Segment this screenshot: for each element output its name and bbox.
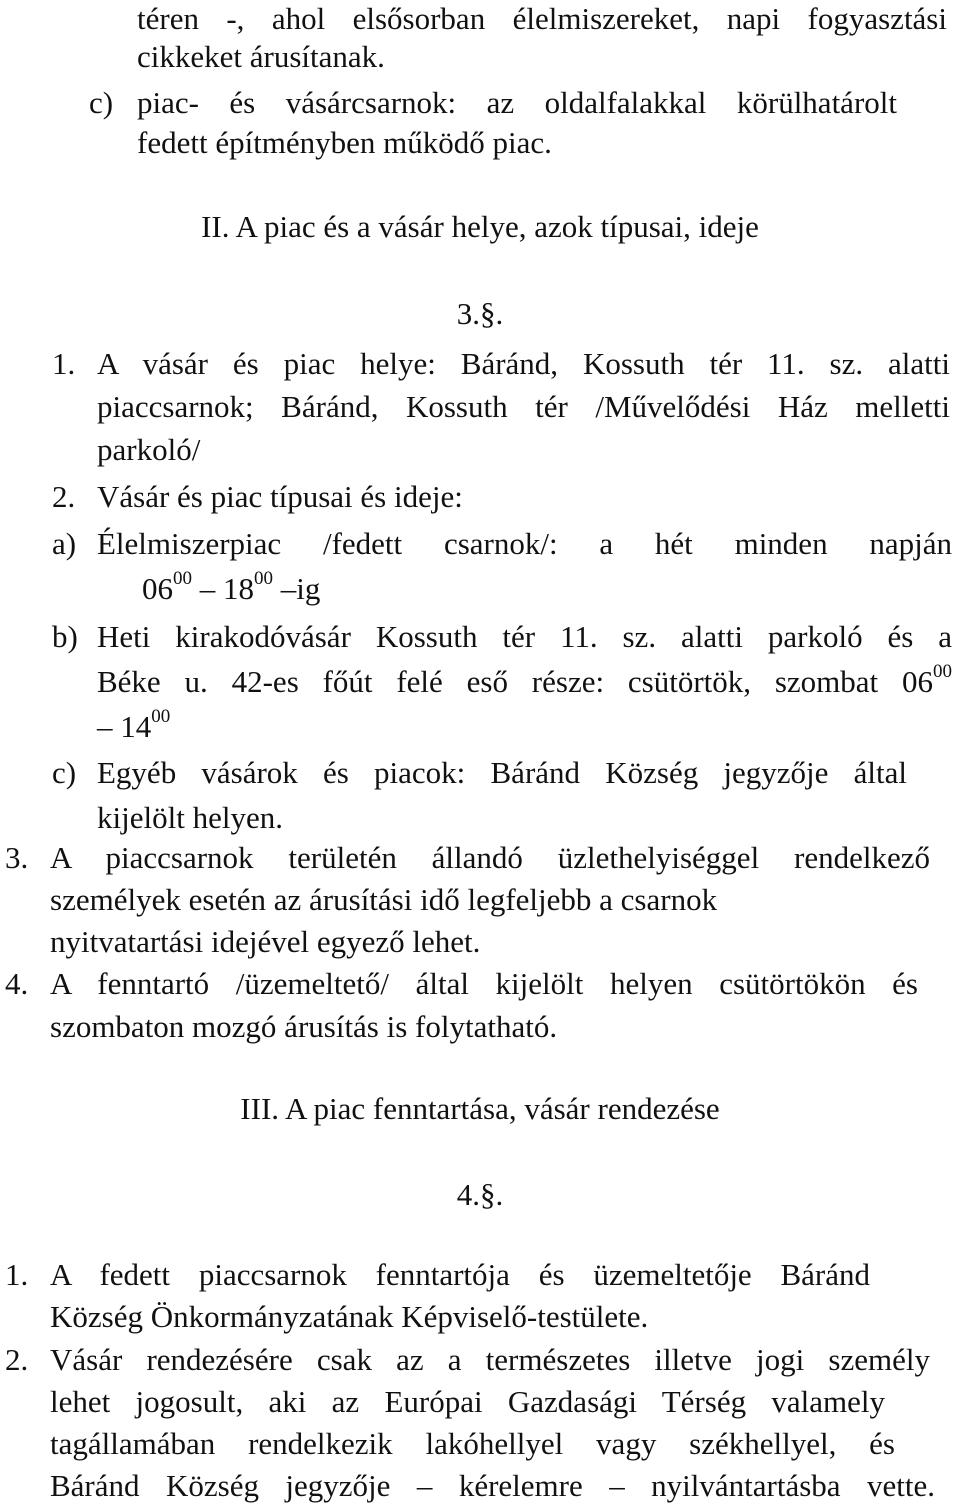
s2-item-3-line-1: A piaccsarnok területén állandó üzlethelyiséggel rendelkező (50, 840, 930, 875)
intro-line-2: cikkeket árusítanak. (137, 39, 385, 74)
s2-item-1-num: 1. (52, 346, 76, 381)
s2-item-2-num: 2. (52, 479, 76, 514)
a-time-dash: – (199, 571, 216, 606)
a-time-end: 18 (223, 571, 254, 606)
s2-item-4-num: 4. (5, 966, 29, 1001)
s2-item-2-b-line-3 (97, 705, 170, 748)
s2-item-3-line-3: nyitvatartási idejével egyező lehet. (50, 924, 481, 959)
b-line-3-sup: 00 (151, 705, 171, 727)
intro-c-line-1: piac- és vásárcsarnok: az oldalfalakkal körülhatárolt (137, 85, 897, 120)
s2-item-2-b-line-1: Heti kirakodóvásár Kossuth tér 11. sz. alatti parkoló és a (97, 619, 952, 654)
s2-item-2-b-line-2 (97, 660, 952, 703)
section-2-paragraph-mark: 3.§. (456, 296, 504, 331)
s2-item-2-line-1: Vásár és piac típusai és ideje: (97, 479, 463, 514)
s3-item-2-line-4: Báránd Község jegyzője – kérelemre – nyilvántartásba vette. (50, 1468, 935, 1503)
s2-item-1-line-3: parkoló/ (97, 432, 201, 467)
b-line-2-sup: 00 (933, 660, 952, 682)
a-time-start-sup: 00 (173, 567, 192, 589)
s2-item-2-c-line-2: kijelölt helyen. (97, 800, 283, 835)
s2-item-2-a-line-1: Élelmiszerpiac /fedett csarnok/: a hét minden napján (97, 526, 952, 561)
b-line-2-text: Béke u. 42-es főút felé eső része: csütörtök, szombat 06 (97, 664, 933, 699)
s2-item-2-c-line-1: Egyéb vásárok és piacok: Báránd Község jegyzője által (97, 755, 907, 790)
intro-c-label: c) (89, 85, 114, 120)
s2-item-3-num: 3. (5, 840, 29, 875)
s2-item-4-line-1: A fenntartó /üzemeltető/ által kijelölt helyen csütörtökön és (50, 966, 918, 1001)
b-line-3-text: – 14 (97, 709, 152, 744)
a-time-end-sup: 00 (254, 567, 273, 589)
s2-item-2-c-label: c) (52, 755, 77, 790)
intro-c-line-2: fedett építményben működő piac. (137, 125, 552, 160)
s3-item-1-line-1: A fedett piaccsarnok fenntartója és üzemeltetője Báránd (50, 1257, 870, 1292)
s3-item-2-line-3: tagállamában rendelkezik lakóhellyel vagy székhellyel, és (50, 1426, 895, 1461)
section-2-heading: II. A piac és a vásár helye, azok típusai, ideje (201, 209, 759, 244)
s3-item-1-line-2: Község Önkormányzatának Képviselő-testülete. (50, 1299, 649, 1334)
a-time-start: 06 (142, 571, 173, 606)
s2-item-2-a-time (142, 567, 320, 610)
s2-item-1-line-1: A vásár és piac helye: Báránd, Kossuth tér 11. sz. alatti (97, 346, 950, 381)
s2-item-4-line-2: szombaton mozgó árusítás is folytatható. (50, 1009, 558, 1044)
s3-item-2-num: 2. (5, 1342, 29, 1377)
s2-item-2-a-label: a) (52, 526, 77, 561)
s3-item-2-line-2: lehet jogosult, aki az Európai Gazdasági Térség valamely (50, 1384, 885, 1419)
section-3-paragraph-mark: 4.§. (456, 1177, 504, 1212)
section-3-heading: III. A piac fenntartása, vásár rendezése (240, 1091, 720, 1126)
s2-item-3-line-2: személyek esetén az árusítási idő legfeljebb a csarnok (50, 882, 718, 917)
s2-item-1-line-2: piaccsarnok; Báránd, Kossuth tér /Művelődési Ház melletti (97, 389, 950, 424)
intro-line-1: téren -, ahol elsősorban élelmiszereket, napi fogyasztási (137, 1, 947, 36)
s2-item-2-b-label: b) (52, 619, 78, 654)
s3-item-1-num: 1. (5, 1257, 29, 1292)
a-time-suffix: –ig (280, 571, 321, 606)
s3-item-2-line-1: Vásár rendezésére csak az a természetes illetve jogi személy (50, 1342, 930, 1377)
